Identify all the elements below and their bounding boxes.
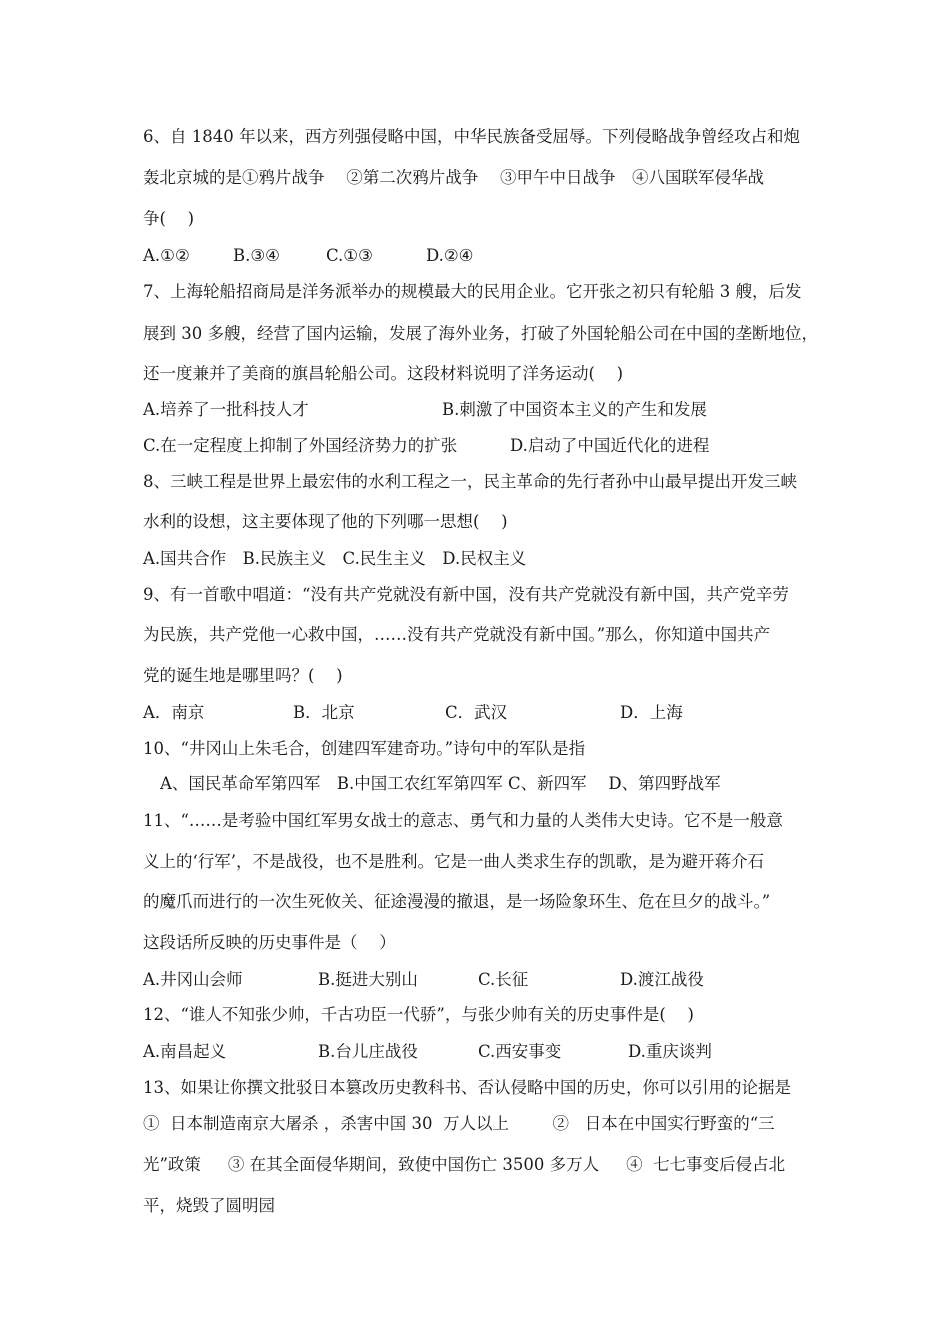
question-7-stem-line-2: 展到 30 多艘，经营了国内运输，发展了海外业务，打破了外国轮船公司在中国的垄断地位， [143, 324, 818, 343]
question-12-option-b: B.台儿庄战役 [318, 1042, 418, 1061]
question-8-stem-line-1: 8、三峡工程是世界上最宏伟的水利工程之一，民主革命的先行者孙中山最早提出开发三峡 [143, 472, 797, 491]
question-11-stem-line-1: 11、“……是考验中国红军男女战士的意志、勇气和力量的人类伟大史诗。它不是一般意 [143, 811, 783, 830]
question-11-stem-line-2: 义上的‘行军’，不是战役，也不是胜利。它是一曲人类求生存的凯歌，是为避开蒋介石 [143, 852, 764, 871]
question-7-stem-line-1: 7、上海轮船招商局是洋务派举办的规模最大的民用企业。它开张之初只有轮船 3 艘，后发 [143, 282, 802, 301]
question-7-option-d: D.启动了中国近代化的进程 [510, 436, 710, 455]
question-7-option-b: B.刺激了中国资本主义的产生和发展 [442, 400, 707, 419]
question-9-stem-line-2: 为民族，共产党他一心救中国，……没有共产党就没有新中国。”那么，你知道中国共产 [143, 625, 771, 644]
question-11-option-d: D.渡江战役 [620, 970, 704, 989]
question-7-option-a: A.培养了一批科技人才 [143, 400, 309, 419]
question-10-stem-line-1: 10、“井冈山上朱毛合，创建四军建奇功。”诗句中的军队是指 [143, 739, 586, 758]
question-13-stem-line-4: 平，烧毁了圆明园 [143, 1196, 275, 1215]
question-12-option-d: D.重庆谈判 [628, 1042, 712, 1061]
question-11-stem-line-4: 这段话所反映的历史事件是（ ） [143, 933, 396, 952]
question-7-option-c: C.在一定程度上抑制了外国经济势力的扩张 [143, 436, 458, 455]
question-8-stem-line-2: 水利的设想，这主要体现了他的下列哪一思想( ) [143, 512, 508, 531]
question-11-option-a: A.井冈山会师 [143, 970, 243, 989]
question-11-option-c: C.长征 [478, 970, 529, 989]
question-13-stem-line-1: 13、如果让你撰文批驳日本篡改历史教科书、否认侵略中国的历史，你可以引用的论据是 [143, 1078, 791, 1097]
question-13-stem-line-3: 光”政策 ③ 在其全面侵华期间，致使中国伤亡 3500 多万人 ④ 七七事变后侵占北 [143, 1155, 786, 1174]
question-6-option-a: A.①② [143, 246, 190, 265]
question-10-options: A、国民革命军第四军 B.中国工农红军第四军 C、新四军 D、第四野战军 [160, 774, 721, 793]
question-13-stem-line-2: ① 日本制造南京大屠杀 ，杀害中国 30 万人以上 ② 日本在中国实行野蛮的“三 [143, 1114, 775, 1133]
question-9-option-c: C．武汉 [445, 703, 508, 722]
question-9-option-d: D．上海 [620, 703, 683, 722]
question-9-stem-line-3: 党的诞生地是哪里吗？( ) [143, 666, 343, 685]
question-7-stem-line-3: 还一度兼并了美商的旗昌轮船公司。这段材料说明了洋务运动( ) [143, 364, 624, 383]
question-11-option-b: B.挺进大别山 [318, 970, 418, 989]
question-11-stem-line-3: 的魔爪而进行的一次生死攸关、征途漫漫的撤退，是一场险象环生、危在旦夕的战斗。” [143, 892, 771, 911]
question-9-option-a: A．南京 [143, 703, 205, 722]
question-6-stem-line-2: 轰北京城的是①鸦片战争 ②第二次鸦片战争 ③甲午中日战争 ④八国联军侵华战 [143, 168, 764, 187]
question-6-option-b: B.③④ [233, 246, 280, 265]
question-12-option-a: A.南昌起义 [143, 1042, 227, 1061]
question-6-stem-line-1: 6、自 1840 年以来，西方列强侵略中国，中华民族备受屈辱。下列侵略战争曾经攻占和炮 [143, 127, 800, 146]
question-6-option-c: C.①③ [326, 246, 373, 265]
question-9-stem-line-1: 9、有一首歌中唱道：“没有共产党就没有新中国，没有共产党就没有新中国，共产党辛劳 [143, 585, 789, 604]
question-6-stem-line-3: 争( ) [143, 209, 195, 228]
question-12-stem-line-1: 12、“谁人不知张少帅，千古功臣一代骄”，与张少帅有关的历史事件是( ) [143, 1005, 694, 1024]
question-12-option-c: C.西安事变 [478, 1042, 562, 1061]
question-8-options: A.国共合作 B.民族主义 C.民生主义 D.民权主义 [143, 549, 527, 568]
question-9-option-b: B．北京 [293, 703, 355, 722]
question-6-option-d: D.②④ [426, 246, 474, 265]
